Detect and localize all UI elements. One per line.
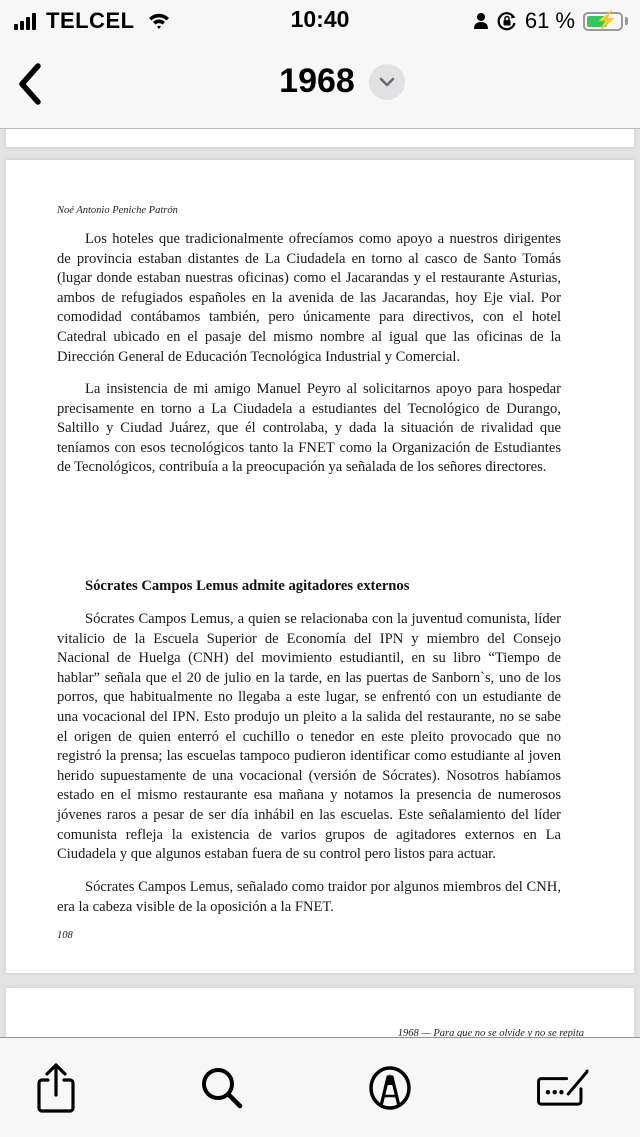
paragraph <box>57 610 561 865</box>
title-menu-button[interactable] <box>369 64 405 100</box>
battery-percent: 61 % <box>524 8 575 33</box>
navigation-bar <box>0 40 640 129</box>
battery-charging-icon <box>583 9 623 31</box>
bottom-toolbar <box>0 1037 640 1137</box>
search-button[interactable] <box>194 1060 250 1116</box>
signature-icon <box>536 1063 592 1113</box>
orientation-lock-icon <box>497 11 517 31</box>
next-page <box>6 988 634 1037</box>
pdf-viewer[interactable] <box>0 129 640 1037</box>
paragraph <box>57 230 561 367</box>
paragraph-text: Sócrates Campos Lemus, señalado como traidor por algunos miembros del CNH, era la cabeza visible de la oposición a la FNET. <box>57 879 561 915</box>
previous-page <box>6 129 634 147</box>
page-number: 108 <box>57 930 73 941</box>
carrier-name: TELCEL <box>46 8 135 33</box>
search-icon <box>199 1065 245 1111</box>
status-bar <box>0 0 640 40</box>
paragraph-text: La insistencia de mi amigo Manuel Peyro al solicitarnos apoyo para hospedar precisamente en torno a La Ciudadela a estudiantes del Tecnológico de Durango, Saltillo y Ciudad Juárez, que él controlaba, y dada la situación de rivalidad que teníamos con esos tecnológicos tanto la FNET como la Organización de Estudiantes de Tecnológicos, contribuía a la preocupación ya señalada de los señores directores. <box>57 381 561 476</box>
running-head: Noé Antonio Peniche Patrón <box>57 205 178 216</box>
person-icon <box>473 12 489 30</box>
document-title[interactable]: 1968 <box>279 62 355 100</box>
clock: 10:40 <box>290 6 350 32</box>
markup-button[interactable] <box>362 1060 418 1116</box>
paragraph <box>57 380 561 478</box>
signature-button[interactable] <box>536 1060 592 1116</box>
next-page-running-head: 1968 — Para que no se olvide y no se repita <box>397 1028 584 1037</box>
chevron-down-icon <box>379 77 395 87</box>
paragraph-text: Sócrates Campos Lemus, a quien se relacionaba con la juventud comunista, líder vitalicio de la Escuela Superior de Economía del IPN y miembro del Consejo Nacional de Huelga (CNH) del movimiento estudiantil, en su libro “Tiempo de hablar” señala que el 20 de julio en la tarde, en las puertas de Sanborn`s, uno de los porros, que habitualmente no llegaba a este lugar, se enfrentó con un estudiante de una vocacional del IPN. Esto produjo un pleito a la salida del restaurante, no se sabe el origen de quien enterró el cuchillo o tenedor en este pleito provocado que no registró la prensa; las escuelas tampoco pudieron identificar como estudiante al joven herido supuestamente de una vocacional (versión de Sócrates). Nosotros habíamos estado en el mismo restaurante esa mañana y notamos la presencia de numerosos jóvenes raros a pesar de ser día inhábil en las escuelas. Este señalamiento del líder comunista refleja la existencia de varios grupos de agitadores externos en La Ciudadela y que algunos estaban fuera de su control pero listos para actuar. <box>57 611 561 863</box>
section-heading: Sócrates Campos Lemus admite agitadores externos <box>85 578 410 594</box>
paragraph-text: Los hoteles que tradicionalmente ofrecíamos como apoyo a nuestros dirigentes de provincia estaban distantes de La Ciudadela en torno al casco de Santo Tomás (lugar donde estaban nuestras oficinas) como el Jacarandas y el restaurante Asturias, ambos de refugiados españoles en la avenida de las Jacarandas, hoy Eje vial. Por comodidad contábamos también, pero únicamente para directivos, con el hotel Catedral ubicado en el pasaje del mismo nombre al igual que las oficinas de la Dirección General de Educación Tecnológica Industrial y Comercial. <box>57 231 561 365</box>
battery-tip <box>625 17 628 25</box>
status-right <box>473 8 628 34</box>
pdf-page <box>6 160 634 973</box>
share-icon <box>34 1062 78 1114</box>
share-button[interactable] <box>28 1060 84 1116</box>
paragraph <box>57 878 561 917</box>
charging-bolt-icon: ⚡ <box>595 9 618 30</box>
markup-pen-icon <box>367 1065 413 1111</box>
title-area <box>0 62 640 101</box>
